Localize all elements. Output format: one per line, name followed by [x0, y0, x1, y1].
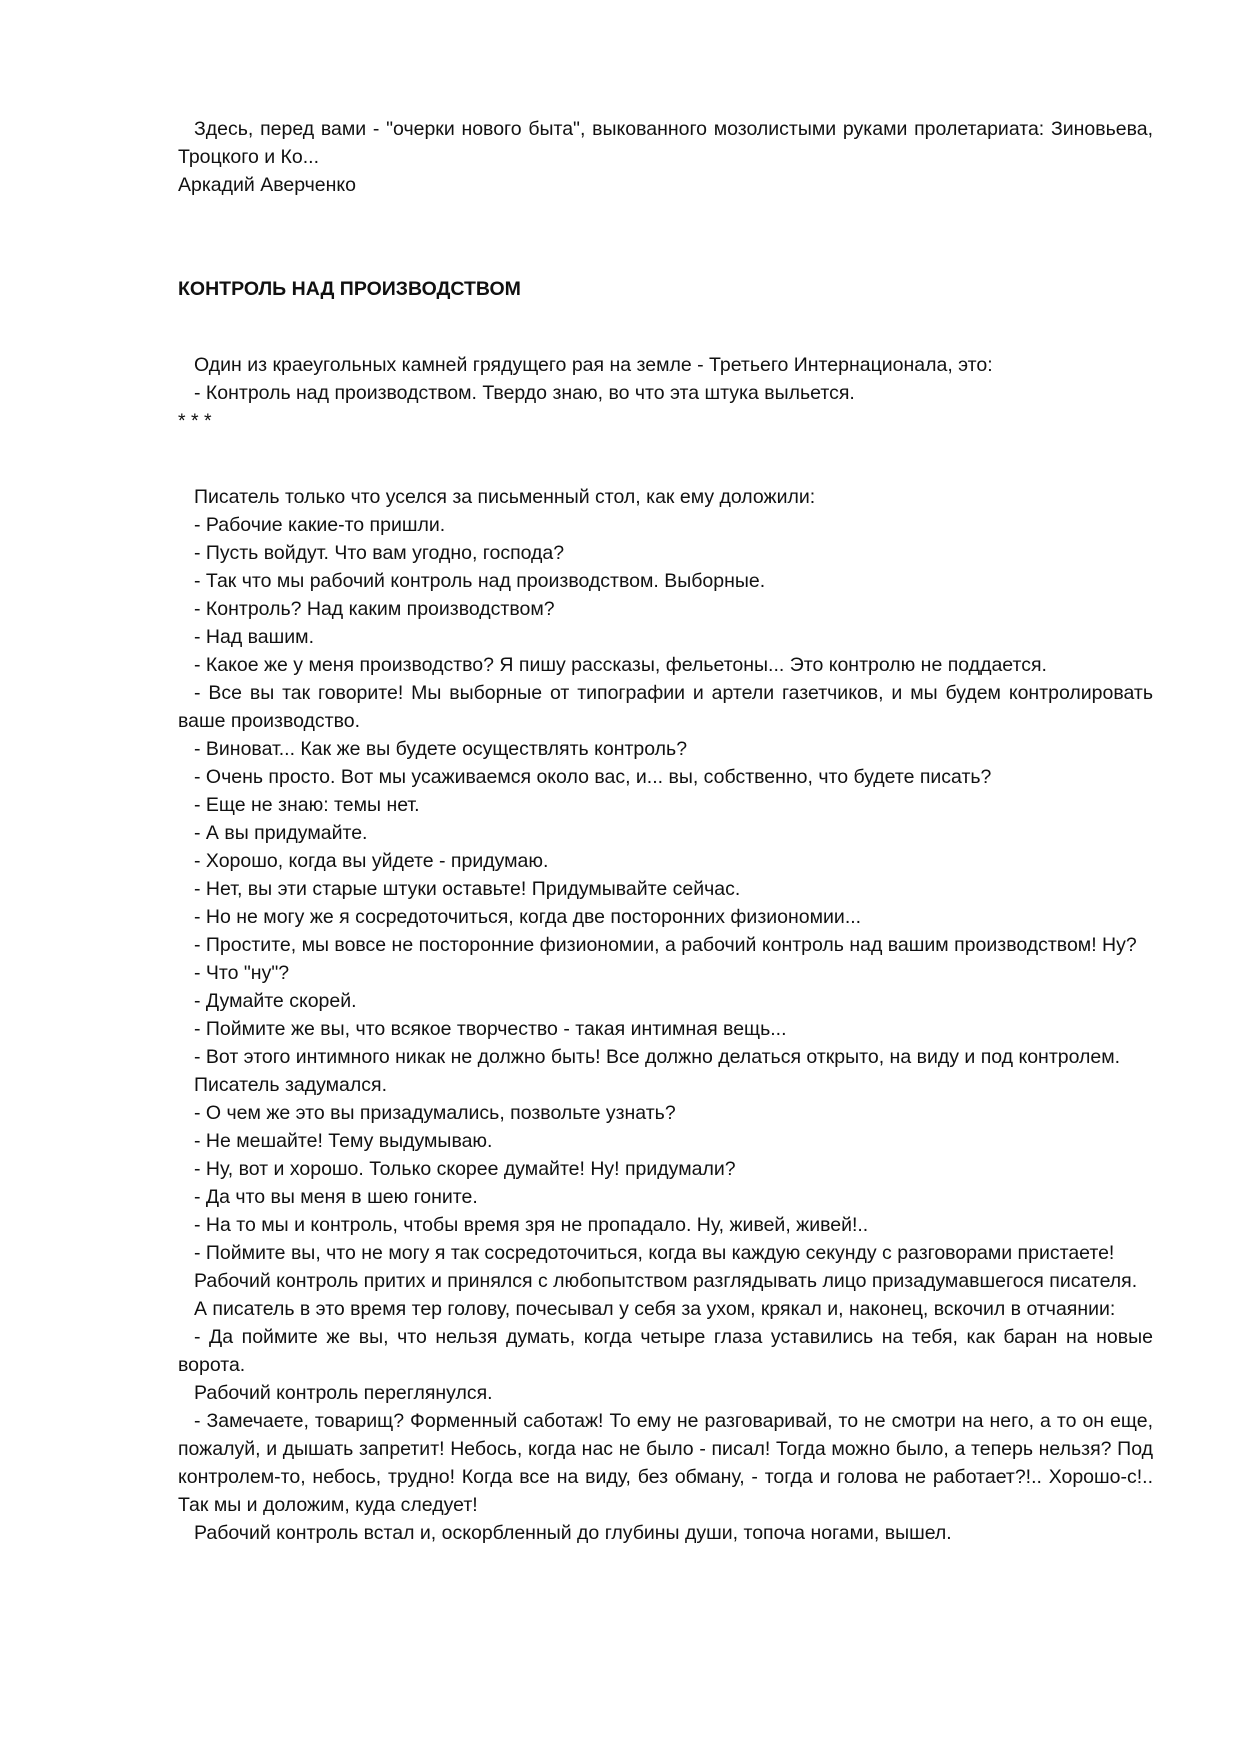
story-paragraph: Писатель только что уселся за письменный стол, как ему доложили:: [194, 486, 816, 508]
intro-paragraph: Здесь, перед вами - "очерки нового быта", выкованного мозолистыми руками пролетариата: Зиновьева, Троцкого и Ко...: [178, 118, 1153, 168]
spacer: [178, 331, 1153, 351]
story-paragraph: - Контроль? Над каким производством?: [194, 598, 555, 620]
story-paragraph: - Нет, вы эти старые штуки оставьте! Придумывайте сейчас.: [194, 878, 741, 900]
spacer: [178, 199, 1153, 255]
story-paragraph: Рабочий контроль притих и принялся с любопытством разглядывать лицо призадумавшегося писателя.: [194, 1270, 1138, 1292]
story-paragraph: - Да что вы меня в шею гоните.: [194, 1186, 478, 1208]
story-paragraph: - О чем же это вы призадумались, позвольте узнать?: [194, 1102, 676, 1124]
preface-line: - Контроль над производством. Твердо знаю, во что эта штука выльется.: [194, 382, 855, 404]
spacer: [178, 463, 1153, 483]
story-paragraph: - Что "ну"?: [194, 962, 290, 984]
story-paragraph: Писатель задумался.: [194, 1074, 387, 1096]
story-paragraph: - Поймите вы, что не могу я так сосредоточиться, когда вы каждую секунду с разговорами пристаете!: [194, 1242, 1115, 1264]
story-preface: [178, 351, 1153, 407]
story-paragraph: - Поймите же вы, что всякое творчество - такая интимная вещь...: [194, 1018, 787, 1040]
story-paragraph: - Какое же у меня производство? Я пишу рассказы, фельетоны... Это контролю не поддается.: [194, 654, 1047, 676]
story-paragraph: - Не мешайте! Тему выдумываю.: [194, 1130, 493, 1152]
story-paragraph: - А вы придумайте.: [194, 822, 368, 844]
story-paragraph: - Но не могу же я сосредоточиться, когда две посторонних физиономии...: [194, 906, 862, 928]
intro-author: Аркадий Аверченко: [178, 174, 357, 196]
spacer: [178, 435, 1153, 463]
story-body: [178, 483, 1153, 1547]
story-paragraph: - Замечаете, товарищ? Форменный саботаж! То ему не разговаривай, то не смотри на него, а то он еще, пожалуй, и дышать запретит! Небось, когда нас не было - писал! Тогда можно было, а теперь нельзя? Под контролем-то, небось, трудно! Когда все на виду, без обману, - тогда и голова не работает?!.. Хорошо-с!.. Так мы и доложим, куда следует!: [178, 1410, 1153, 1516]
story-title: КОНТРОЛЬ НАД ПРОИЗВОДСТВОМ: [178, 278, 521, 300]
story-paragraph: - Хорошо, когда вы уйдете - придумаю.: [194, 850, 549, 872]
story-paragraph: - На то мы и контроль, чтобы время зря не пропадало. Ну, живей, живей!..: [194, 1214, 869, 1236]
story-paragraph: - Виноват... Как же вы будете осуществлять контроль?: [194, 738, 688, 760]
spacer: [178, 303, 1153, 331]
document-page: [178, 115, 1153, 1547]
story-paragraph: - Ну, вот и хорошо. Только скорее думайте! Ну! придумали?: [194, 1158, 736, 1180]
section-separator: * * *: [178, 410, 212, 432]
story-paragraph: Рабочий контроль переглянулся.: [194, 1382, 493, 1404]
story-paragraph: - Вот этого интимного никак не должно быть! Все должно делаться открыто, на виду и под контролем.: [194, 1046, 1121, 1068]
story-paragraph: - Все вы так говорите! Мы выборные от типографии и артели газетчиков, и мы будем контролировать ваше производство.: [178, 682, 1153, 732]
story-paragraph: - Да поймите же вы, что нельзя думать, когда четыре глаза уставились на тебя, как баран на новые ворота.: [178, 1326, 1153, 1376]
story-paragraph: - Очень просто. Вот мы усаживаемся около вас, и... вы, собственно, что будете писать?: [194, 766, 992, 788]
story-paragraph: - Простите, мы вовсе не посторонние физиономии, а рабочий контроль над вашим производством! Ну?: [194, 934, 1137, 956]
story-paragraph: - Над вашим.: [194, 626, 314, 648]
preface-line: Один из краеугольных камней грядущего рая на земле - Третьего Интернационала, это:: [194, 354, 993, 376]
story-paragraph: Рабочий контроль встал и, оскорбленный до глубины души, топоча ногами, вышел.: [194, 1522, 952, 1544]
spacer: [178, 255, 1153, 275]
story-paragraph: - Еще не знаю: темы нет.: [194, 794, 420, 816]
story-paragraph: - Пусть войдут. Что вам угодно, господа?: [194, 542, 565, 564]
story-paragraph: - Так что мы рабочий контроль над производством. Выборные.: [194, 570, 766, 592]
story-paragraph: А писатель в это время тер голову, почесывал у себя за ухом, крякал и, наконец, вскочил в отчаянии:: [194, 1298, 1116, 1320]
story-paragraph: - Рабочие какие-то пришли.: [194, 514, 446, 536]
story-paragraph: - Думайте скорей.: [194, 990, 357, 1012]
